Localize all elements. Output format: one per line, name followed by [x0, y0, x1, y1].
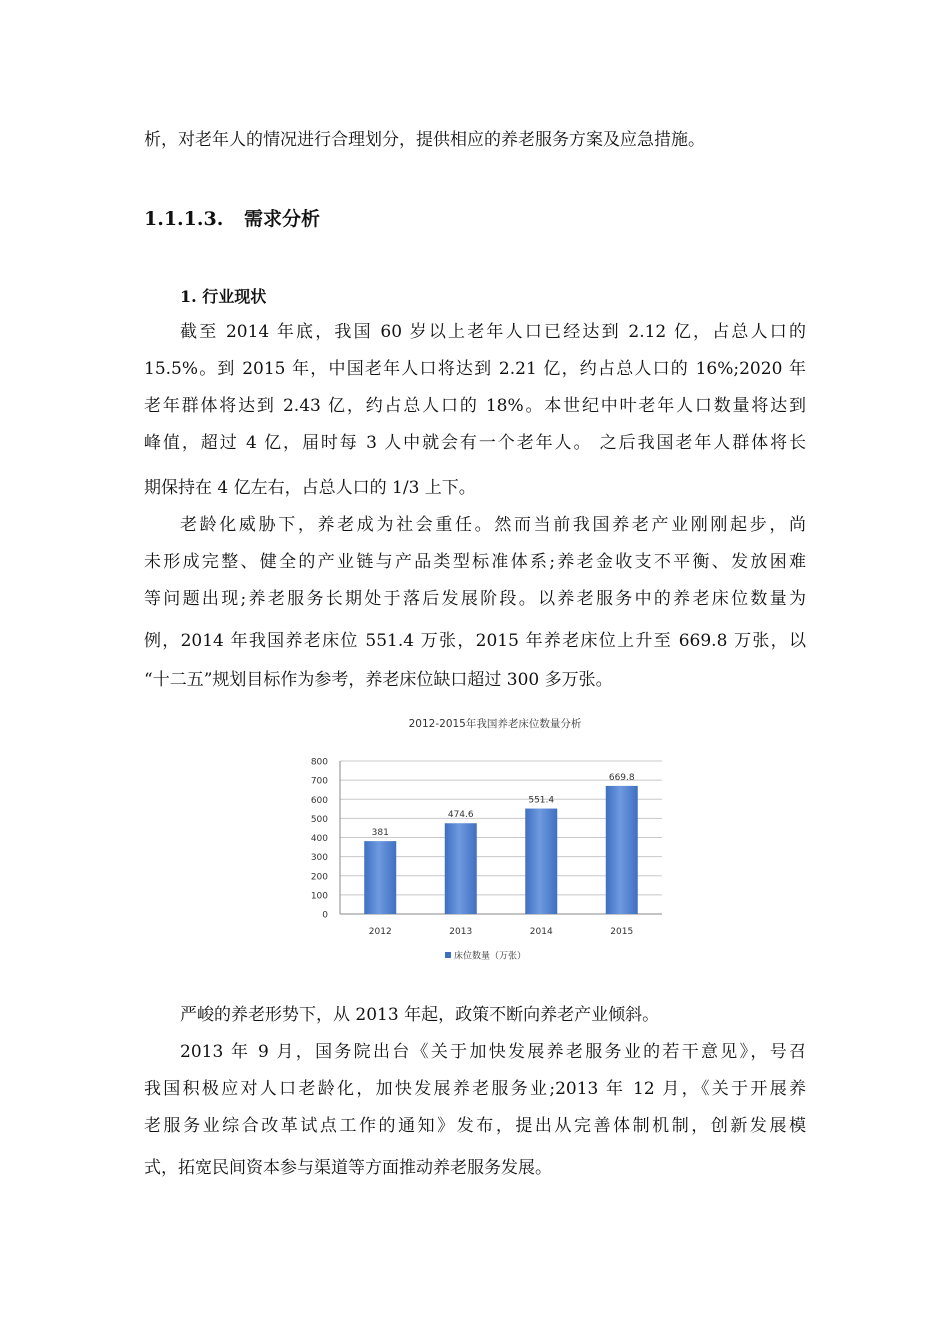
- bar-value-label: 381: [371, 828, 389, 839]
- intro-paragraph-line: 析，对老年人的情况进行合理划分，提供相应的养老服务方案及应急措施。: [144, 130, 705, 150]
- bar-value-label: 551.4: [528, 795, 555, 806]
- y-tick-label: 400: [310, 834, 328, 844]
- y-tick-label: 0: [322, 910, 328, 921]
- paragraph-line: “十二五”规划目标作为参考，养老床位缺口超过 300 多万张。: [144, 670, 613, 690]
- y-tick-label: 300: [310, 853, 328, 864]
- chart-svg: [300, 708, 680, 968]
- paragraph-line: 期保持在 4 亿左右，占总人口的 1/3 上下。: [144, 478, 476, 498]
- bed-count-bar-chart: [300, 708, 680, 968]
- subsection-heading: 1. 行业现状: [180, 287, 267, 306]
- bar-value-label: 474.6: [447, 810, 474, 821]
- paragraph-line: 严峻的养老形势下，从 2013 年起，政策不断向养老产业倾斜。: [180, 1005, 660, 1025]
- paragraph-line: 老龄化威胁下，养老成为社会重任。然而当前我国养老产业刚刚起步，尚: [180, 515, 806, 535]
- y-tick-label: 700: [310, 776, 328, 787]
- chart-title: 2012-2015年我国养老床位数量分析: [408, 718, 582, 730]
- section-heading: [144, 204, 320, 231]
- paragraph-line: 我国积极应对人口老龄化，加快发展养老服务业;2013 年 12 月，《关于开展养: [144, 1079, 806, 1099]
- paragraph-line: 2013 年 9 月，国务院出台《关于加快发展养老服务业的若干意见》，号召: [180, 1042, 806, 1062]
- paragraph-line: 15.5%。到 2015 年，中国老年人口将达到 2.21 亿，约占总人口的 16%;2020 年: [144, 359, 806, 379]
- paragraph-line: 老年群体将达到 2.43 亿，约占总人口的 18%。本世纪中叶老年人口数量将达到: [144, 396, 806, 416]
- y-tick-label: 500: [310, 814, 328, 825]
- bar-2014: [525, 809, 557, 914]
- x-tick-label: 2014: [529, 927, 553, 937]
- y-tick-label: 600: [310, 795, 328, 806]
- x-tick-label: 2013: [449, 927, 473, 937]
- y-tick-label: 100: [310, 891, 328, 902]
- paragraph-line: 例，2014 年我国养老床位 551.4 万张，2015 年养老床位上升至 669.8 万张，以: [144, 631, 806, 651]
- paragraph-line: 老服务业综合改革试点工作的通知》发布，提出从完善体制机制，创新发展模: [144, 1116, 806, 1136]
- paragraph-line: 峰值，超过 4 亿，届时每 3 人中就会有一个老年人。 之后我国老年人群体将长: [144, 433, 806, 453]
- legend-label: 床位数量（万张）: [454, 951, 527, 962]
- section-title: 需求分析: [244, 208, 321, 230]
- paragraph-line: 式，拓宽民间资本参与渠道等方面推动养老服务发展。: [144, 1158, 552, 1178]
- x-tick-label: 2015: [610, 927, 634, 937]
- paragraph-line: 未形成完整、健全的产业链与产品类型标准体系;养老金收支不平衡、发放困难: [144, 552, 806, 572]
- bar-2012: [364, 841, 396, 914]
- bar-2013: [445, 823, 477, 914]
- y-tick-label: 800: [310, 757, 328, 768]
- bar-2015: [606, 786, 638, 914]
- paragraph-line: 等问题出现;养老服务长期处于落后发展阶段。以养老服务中的养老床位数量为: [144, 589, 806, 609]
- legend-swatch: [445, 952, 451, 958]
- bar-value-label: 669.8: [608, 772, 635, 783]
- y-tick-label: 200: [310, 872, 328, 883]
- x-tick-label: 2012: [368, 927, 392, 937]
- section-number: 1.1.1.3.: [144, 208, 224, 230]
- paragraph-line: 截至 2014 年底，我国 60 岁以上老年人口已经达到 2.12 亿，占总人口的: [180, 322, 806, 342]
